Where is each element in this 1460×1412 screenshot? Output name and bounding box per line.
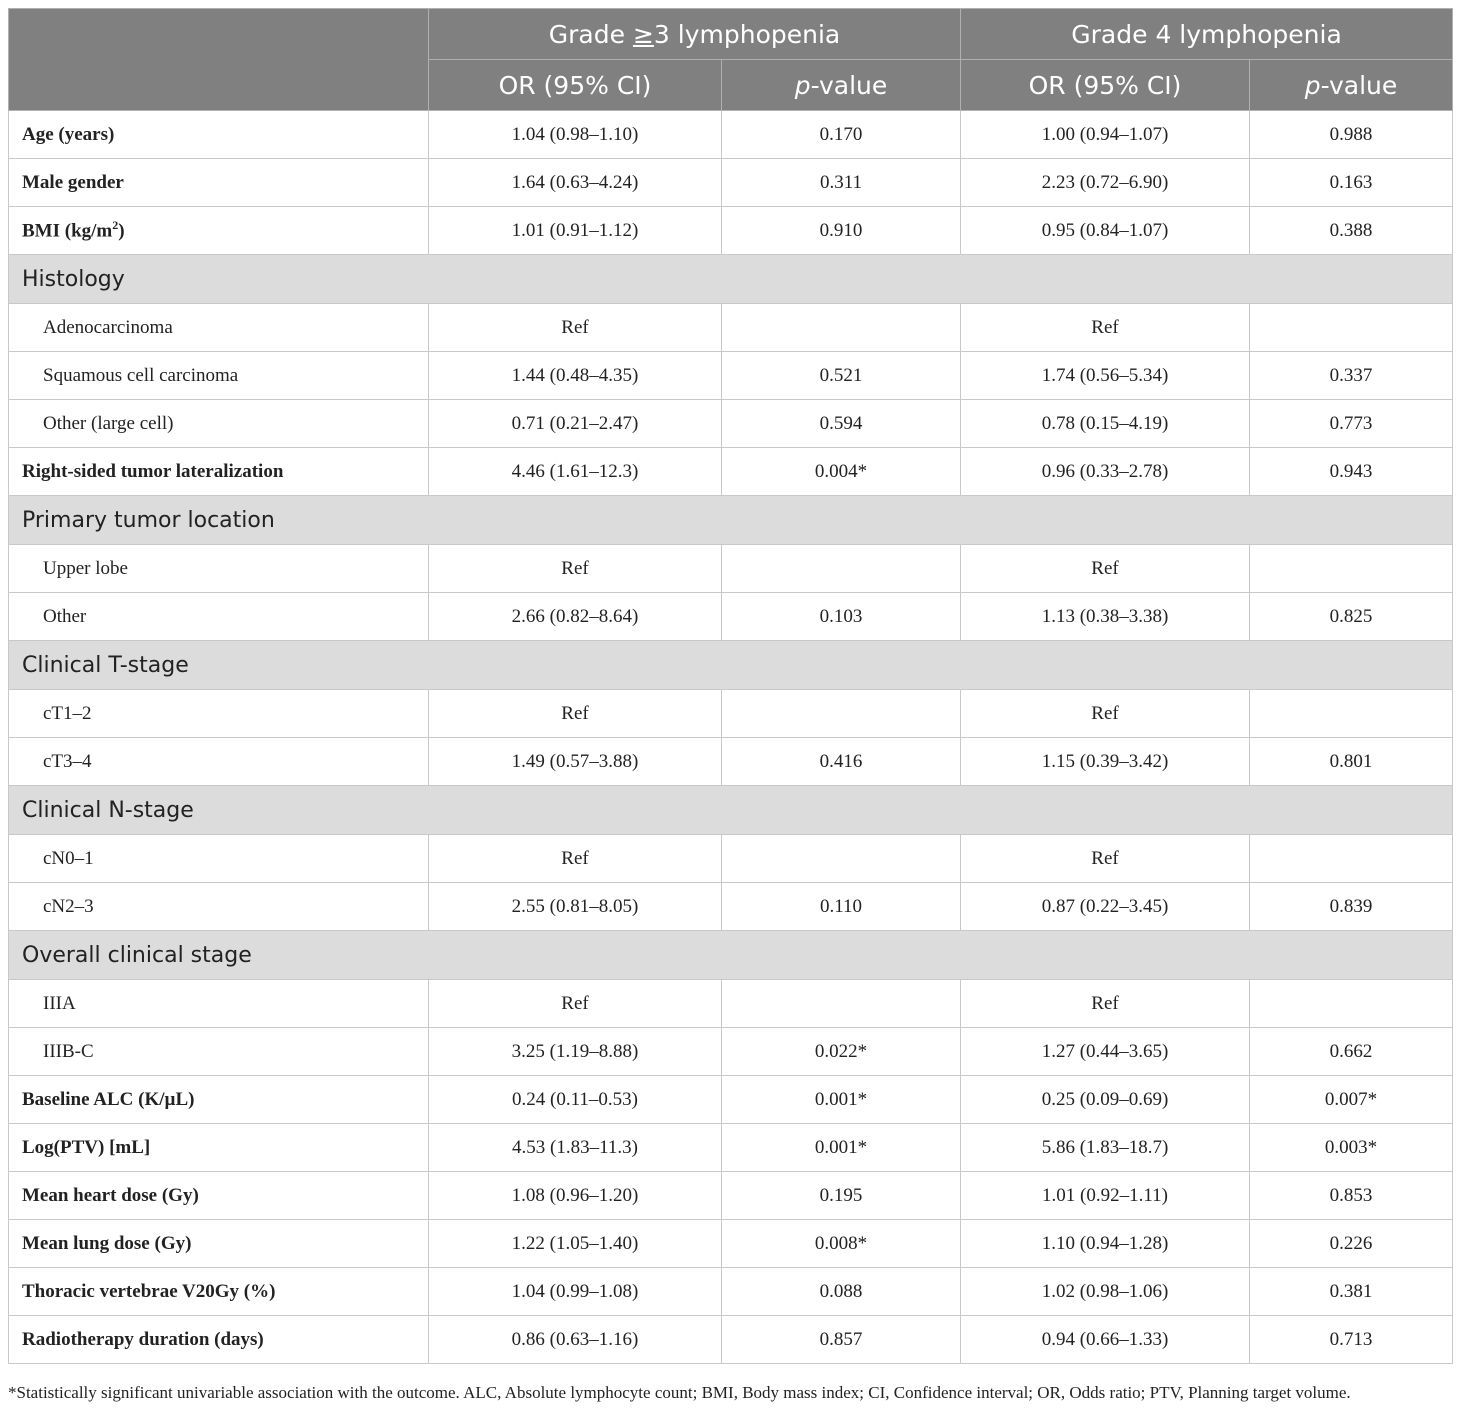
table-row bbox=[9, 1028, 1453, 1076]
header-p-grade4: p-value bbox=[1250, 60, 1453, 111]
table-row bbox=[9, 593, 1453, 641]
or-grade3-cell: 2.66 (0.82–8.64) bbox=[429, 593, 722, 641]
p-grade4-cell: 0.839 bbox=[1250, 883, 1453, 931]
p-grade4-cell bbox=[1250, 690, 1453, 738]
or-grade4-cell: 2.23 (0.72–6.90) bbox=[961, 159, 1250, 207]
p-grade4-cell: 0.381 bbox=[1250, 1268, 1453, 1316]
header-or-grade4: OR (95% CI) bbox=[961, 60, 1250, 111]
row-label: Male gender bbox=[9, 159, 429, 207]
or-grade4-cell: 1.10 (0.94–1.28) bbox=[961, 1220, 1250, 1268]
p-grade3-cell bbox=[722, 545, 961, 593]
or-grade4-cell: 0.94 (0.66–1.33) bbox=[961, 1316, 1250, 1364]
p-grade4-cell: 0.007* bbox=[1250, 1076, 1453, 1124]
or-grade3-cell: 1.22 (1.05–1.40) bbox=[429, 1220, 722, 1268]
row-label: Upper lobe bbox=[9, 545, 429, 593]
p-grade3-cell: 0.001* bbox=[722, 1076, 961, 1124]
table-row bbox=[9, 111, 1453, 159]
or-grade3-cell: 1.04 (0.99–1.08) bbox=[429, 1268, 722, 1316]
or-grade3-cell: Ref bbox=[429, 304, 722, 352]
p-grade4-cell: 0.773 bbox=[1250, 400, 1453, 448]
or-grade4-cell: 1.01 (0.92–1.11) bbox=[961, 1172, 1250, 1220]
table-row bbox=[9, 352, 1453, 400]
p-grade3-cell: 0.170 bbox=[722, 111, 961, 159]
or-grade4-cell: 0.96 (0.33–2.78) bbox=[961, 448, 1250, 496]
p-grade3-cell: 0.008* bbox=[722, 1220, 961, 1268]
row-label: BMI $(kg/m^2)$ bbox=[9, 207, 429, 255]
row-label: Baseline ALC (K/µL) bbox=[9, 1076, 429, 1124]
table-body bbox=[9, 111, 1453, 1364]
row-label: Other bbox=[9, 593, 429, 641]
or-grade3-cell: Ref bbox=[429, 980, 722, 1028]
univariable-analysis-table bbox=[8, 8, 1453, 1364]
header-group-row bbox=[9, 9, 1453, 60]
table-row bbox=[9, 1124, 1453, 1172]
header-grade3-group: Grade ≥3 lymphopenia bbox=[429, 9, 961, 60]
section-label: Clinical N-stage bbox=[9, 786, 1453, 835]
or-grade3-cell: 0.86 (0.63–1.16) bbox=[429, 1316, 722, 1364]
section-label: Clinical T-stage bbox=[9, 641, 1453, 690]
row-label: Right-sided tumor lateralization bbox=[9, 448, 429, 496]
p-grade3-cell: 0.088 bbox=[722, 1268, 961, 1316]
or-grade3-cell: 1.64 (0.63–4.24) bbox=[429, 159, 722, 207]
p-grade4-cell: 0.337 bbox=[1250, 352, 1453, 400]
p-grade4-cell: 0.853 bbox=[1250, 1172, 1453, 1220]
p-grade3-cell: 0.910 bbox=[722, 207, 961, 255]
or-grade3-cell: 4.46 (1.61–12.3) bbox=[429, 448, 722, 496]
p-grade3-cell bbox=[722, 304, 961, 352]
p-grade4-cell: 0.163 bbox=[1250, 159, 1453, 207]
or-grade3-cell: 1.44 (0.48–4.35) bbox=[429, 352, 722, 400]
row-label: Radiotherapy duration (days) bbox=[9, 1316, 429, 1364]
header-grade4-group: Grade 4 lymphopenia bbox=[961, 9, 1453, 60]
section-label: Primary tumor location bbox=[9, 496, 1453, 545]
or-grade4-cell: Ref bbox=[961, 304, 1250, 352]
table-row bbox=[9, 835, 1453, 883]
or-grade4-cell: 1.00 (0.94–1.07) bbox=[961, 111, 1250, 159]
or-grade4-cell: 0.25 (0.09–0.69) bbox=[961, 1076, 1250, 1124]
row-label: IIIB-C bbox=[9, 1028, 429, 1076]
row-label: Other (large cell) bbox=[9, 400, 429, 448]
table-row bbox=[9, 159, 1453, 207]
p-grade3-cell: 0.857 bbox=[722, 1316, 961, 1364]
table-row bbox=[9, 1172, 1453, 1220]
or-grade4-cell: 5.86 (1.83–18.7) bbox=[961, 1124, 1250, 1172]
p-grade4-cell: 0.943 bbox=[1250, 448, 1453, 496]
row-label: cN2–3 bbox=[9, 883, 429, 931]
row-label: Thoracic vertebrae V20Gy (%) bbox=[9, 1268, 429, 1316]
row-label: cT3–4 bbox=[9, 738, 429, 786]
p-grade4-cell: 0.662 bbox=[1250, 1028, 1453, 1076]
row-label: Adenocarcinoma bbox=[9, 304, 429, 352]
or-grade4-cell: 1.13 (0.38–3.38) bbox=[961, 593, 1250, 641]
or-grade3-cell: 4.53 (1.83–11.3) bbox=[429, 1124, 722, 1172]
p-grade4-cell bbox=[1250, 980, 1453, 1028]
row-label: cN0–1 bbox=[9, 835, 429, 883]
or-grade4-cell: Ref bbox=[961, 690, 1250, 738]
p-grade4-cell: 0.825 bbox=[1250, 593, 1453, 641]
table-row bbox=[9, 738, 1453, 786]
table-row bbox=[9, 545, 1453, 593]
p-grade4-cell: 0.713 bbox=[1250, 1316, 1453, 1364]
table-row bbox=[9, 980, 1453, 1028]
or-grade3-cell: Ref bbox=[429, 835, 722, 883]
or-grade3-cell: 2.55 (0.81–8.05) bbox=[429, 883, 722, 931]
or-grade3-cell: 3.25 (1.19–8.88) bbox=[429, 1028, 722, 1076]
table-row bbox=[9, 400, 1453, 448]
p-grade4-cell: 0.003* bbox=[1250, 1124, 1453, 1172]
or-grade3-cell: 0.24 (0.11–0.53) bbox=[429, 1076, 722, 1124]
header-or-grade3: OR (95% CI) bbox=[429, 60, 722, 111]
or-grade3-cell: 1.01 (0.91–1.12) bbox=[429, 207, 722, 255]
p-grade4-cell bbox=[1250, 835, 1453, 883]
p-grade3-cell: 0.022* bbox=[722, 1028, 961, 1076]
section-header-row bbox=[9, 641, 1453, 690]
or-grade4-cell: 1.74 (0.56–5.34) bbox=[961, 352, 1250, 400]
p-grade3-cell: 0.110 bbox=[722, 883, 961, 931]
table-row bbox=[9, 304, 1453, 352]
p-grade4-cell: 0.988 bbox=[1250, 111, 1453, 159]
or-grade3-cell: 1.49 (0.57–3.88) bbox=[429, 738, 722, 786]
table-row bbox=[9, 1268, 1453, 1316]
p-grade3-cell bbox=[722, 690, 961, 738]
p-grade4-cell: 0.801 bbox=[1250, 738, 1453, 786]
or-grade4-cell: 0.87 (0.22–3.45) bbox=[961, 883, 1250, 931]
p-grade3-cell bbox=[722, 980, 961, 1028]
section-label: Overall clinical stage bbox=[9, 931, 1453, 980]
p-grade4-cell: 0.226 bbox=[1250, 1220, 1453, 1268]
or-grade4-cell: 0.95 (0.84–1.07) bbox=[961, 207, 1250, 255]
or-grade4-cell: Ref bbox=[961, 835, 1250, 883]
or-grade3-cell: Ref bbox=[429, 690, 722, 738]
header-variable-cell bbox=[9, 9, 429, 111]
section-header-row bbox=[9, 786, 1453, 835]
table-header bbox=[9, 9, 1453, 111]
or-grade4-cell: 1.15 (0.39–3.42) bbox=[961, 738, 1250, 786]
or-grade3-cell: 0.71 (0.21–2.47) bbox=[429, 400, 722, 448]
row-label: Squamous cell carcinoma bbox=[9, 352, 429, 400]
row-label: Mean heart dose (Gy) bbox=[9, 1172, 429, 1220]
or-grade3-cell: Ref bbox=[429, 545, 722, 593]
header-p-grade3: p-value bbox=[722, 60, 961, 111]
row-label: Mean lung dose (Gy) bbox=[9, 1220, 429, 1268]
table-row bbox=[9, 1316, 1453, 1364]
p-grade3-cell: 0.311 bbox=[722, 159, 961, 207]
section-header-row bbox=[9, 496, 1453, 545]
row-label: Age (years) bbox=[9, 111, 429, 159]
p-grade4-cell: 0.388 bbox=[1250, 207, 1453, 255]
table-row bbox=[9, 448, 1453, 496]
p-grade3-cell: 0.195 bbox=[722, 1172, 961, 1220]
or-grade3-cell: 1.08 (0.96–1.20) bbox=[429, 1172, 722, 1220]
or-grade4-cell: 0.78 (0.15–4.19) bbox=[961, 400, 1250, 448]
p-grade4-cell bbox=[1250, 304, 1453, 352]
p-grade3-cell: 0.416 bbox=[722, 738, 961, 786]
p-grade3-cell: 0.004* bbox=[722, 448, 961, 496]
or-grade4-cell: 1.27 (0.44–3.65) bbox=[961, 1028, 1250, 1076]
row-label: Log(PTV) [mL] bbox=[9, 1124, 429, 1172]
or-grade3-cell: 1.04 (0.98–1.10) bbox=[429, 111, 722, 159]
section-label: Histology bbox=[9, 255, 1453, 304]
table-row bbox=[9, 690, 1453, 738]
p-grade3-cell: 0.001* bbox=[722, 1124, 961, 1172]
table-row bbox=[9, 1220, 1453, 1268]
table-row bbox=[9, 207, 1453, 255]
table-container bbox=[8, 8, 1452, 1364]
table-footnote: *Statistically significant univariable association with the outcome. ALC, Absolute lymphocyte count; BMI, Body mass index; CI, Confidence interval; OR, Odds ratio; PTV, Planning target volume. bbox=[8, 1383, 1351, 1402]
row-label: IIIA bbox=[9, 980, 429, 1028]
p-grade3-cell bbox=[722, 835, 961, 883]
or-grade4-cell: 1.02 (0.98–1.06) bbox=[961, 1268, 1250, 1316]
p-grade3-cell: 0.594 bbox=[722, 400, 961, 448]
p-grade4-cell bbox=[1250, 545, 1453, 593]
p-grade3-cell: 0.521 bbox=[722, 352, 961, 400]
or-grade4-cell: Ref bbox=[961, 980, 1250, 1028]
table-row bbox=[9, 883, 1453, 931]
row-label: cT1–2 bbox=[9, 690, 429, 738]
section-header-row bbox=[9, 931, 1453, 980]
section-header-row bbox=[9, 255, 1453, 304]
p-grade3-cell: 0.103 bbox=[722, 593, 961, 641]
table-row bbox=[9, 1076, 1453, 1124]
or-grade4-cell: Ref bbox=[961, 545, 1250, 593]
